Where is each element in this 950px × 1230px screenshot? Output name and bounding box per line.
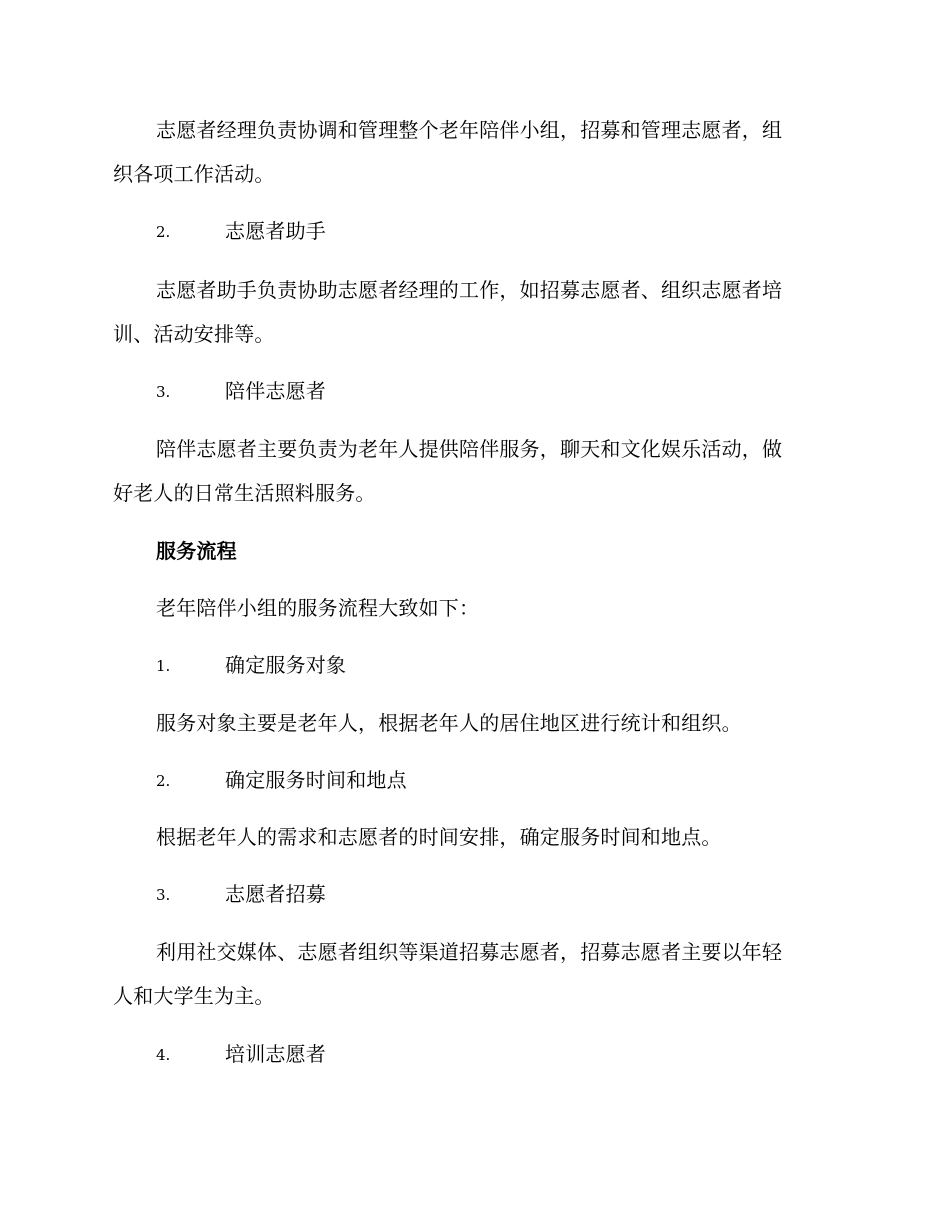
paragraph-line: 训、活动安排等。 (113, 322, 275, 346)
paragraph-line: 好老人的日常生活照料服务。 (113, 481, 376, 505)
section-heading: 服务流程 (156, 539, 237, 563)
paragraph-line: 志愿者经理负责协调和管理整个老年陪伴小组，招募和管理志愿者，组 (156, 118, 783, 142)
list-item-title: 确定服务对象 (225, 653, 347, 677)
paragraph-line: 老年陪伴小组的服务流程大致如下： (156, 596, 480, 620)
list-item-title: 志愿者助手 (225, 219, 326, 243)
list-number: 4. (156, 1046, 171, 1064)
list-item-title: 志愿者招募 (225, 882, 326, 906)
paragraph-line: 陪伴志愿者主要负责为老年人提供陪伴服务，聊天和文化娱乐活动，做 (156, 437, 783, 461)
list-number: 2. (156, 223, 171, 241)
list-number: 1. (156, 657, 171, 675)
paragraph-line: 服务对象主要是老年人，根据老年人的居住地区进行统计和组织。 (156, 711, 742, 735)
paragraph-line: 织各项工作活动。 (113, 162, 275, 186)
list-number: 3. (156, 383, 171, 401)
list-item-title: 陪伴志愿者 (225, 379, 326, 403)
paragraph-line: 根据老年人的需求和志愿者的时间安排，确定服务时间和地点。 (156, 825, 722, 849)
list-item-title: 培训志愿者 (225, 1042, 326, 1066)
paragraph-line: 人和大学生为主。 (113, 984, 275, 1008)
paragraph-line: 利用社交媒体、志愿者组织等渠道招募志愿者，招募志愿者主要以年轻 (156, 940, 783, 964)
paragraph-line: 志愿者助手负责协助志愿者经理的工作，如招募志愿者、组织志愿者培 (156, 278, 783, 302)
list-number: 2. (156, 772, 171, 790)
list-number: 3. (156, 886, 171, 904)
list-item-title: 确定服务时间和地点 (225, 768, 407, 792)
